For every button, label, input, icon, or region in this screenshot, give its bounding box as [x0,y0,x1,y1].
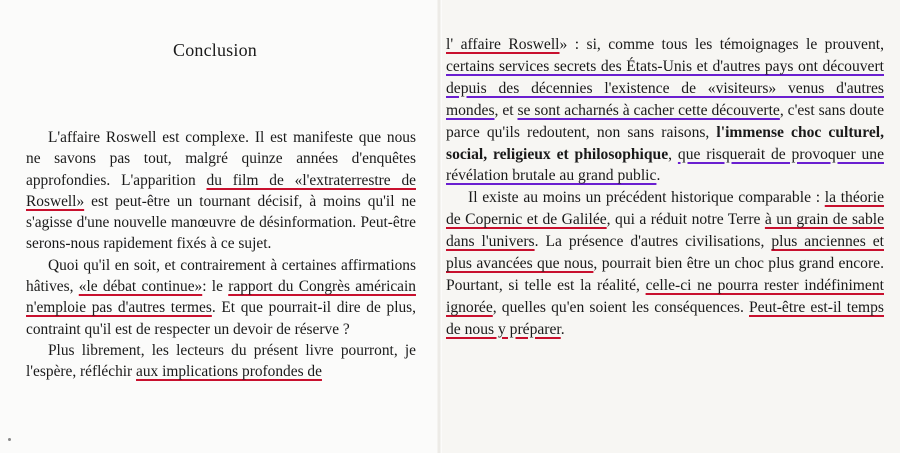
text-segment: , pourrait bien être un choc plus grand encore. Pourtant, si telle est la réalité, [446,255,884,294]
text-segment: , et [494,101,518,119]
page-mark [8,438,11,441]
red-underlined-phrase: l' affaire Roswell [446,36,560,53]
book-gutter [436,0,442,453]
chapter-title: Conclusion [172,40,257,60]
red-underlined-phrase: «le débat continue» [78,278,203,296]
text-segment: , qui a réduit notre Terre [606,211,765,229]
text-segment: Il existe au moins un précédent historique comparable : [468,189,825,207]
red-underlined-phrase: rapport du Congrès américain n'emploie pas d'autres termes [26,278,416,317]
red-underlined-phrase: la théorie de Copernic et de Galilée [446,189,885,229]
red-underlined-phrase: Peut-être est-il temps de nous y préparer [446,298,884,338]
red-underlined-phrase: aux implications profondes de [136,363,322,381]
red-underlined-phrase: celle-ci ne pourra rester indéfiniment ignorée [446,276,884,316]
text-segment: , [668,145,678,163]
right-paragraph-2 [446,187,884,340]
bold-phrase: l'immense choc culturel, social, religieux et philosophique [446,123,884,163]
text-segment: . La présence d'autres civilisations, [534,233,772,251]
text-segment: L'affaire Roswell est complexe. Il est manifeste que nous ne savons pas tout, malgré quinze années d'enquêtes approfondies. L'apparition [26,129,416,189]
text-segment: . [560,320,565,338]
text-segment: Quoi qu'il en soit, et contrairement à certaines affirmations hâtives, [26,256,416,296]
purple-underlined-phrase: se sont acharnés à cacher cette découverte [517,101,780,119]
text-segment: . Et que pourrait-il dire de plus, contraint qu'il est de respecter un devoir de réserve ? [26,299,416,338]
text-segment: : le [202,278,229,296]
purple-underlined-phrase: certains services secrets des États-Unis et d'autres pays ont découvert depuis des décennies l'existence de «visiteurs» venus d'autres mondes [446,57,884,119]
red-underlined-phrase: à un grain de sable dans l'univers [446,211,885,251]
right-text-column [446,34,884,341]
text-segment: . [656,167,661,185]
left-paragraph-3 [26,340,416,383]
red-underlined-phrase: du film de «l'extraterrestre de Roswell» [26,171,416,210]
text-segment: , c'est sans doute parce qu'ils redoutent, non sans raisons, [446,101,884,141]
left-paragraph-1 [26,127,416,255]
text-segment: est peut-être un tournant décisif, à moins qu'il ne s'agisse d'une nouvelle manœuvre de désinformation. Peut-être serons-nous rapidement fixés à ce sujet. [26,192,416,253]
left-paragraph-2 [26,255,416,340]
left-text-column [26,127,416,383]
right-paragraph-1 [446,34,884,187]
text-segment: Plus librement, les lecteurs du présent livre pourront, je l'espère, réfléchir [26,341,416,381]
red-underlined-phrase: plus anciennes et plus avancées que nous [446,233,884,273]
text-segment: , quelles qu'en soient les conséquences. [492,298,749,316]
text-segment: » : si, comme tous les témoignages le prouvent, [559,36,884,53]
purple-underlined-phrase: que risquerait de provoquer une révélation brutale au grand public [446,145,884,185]
